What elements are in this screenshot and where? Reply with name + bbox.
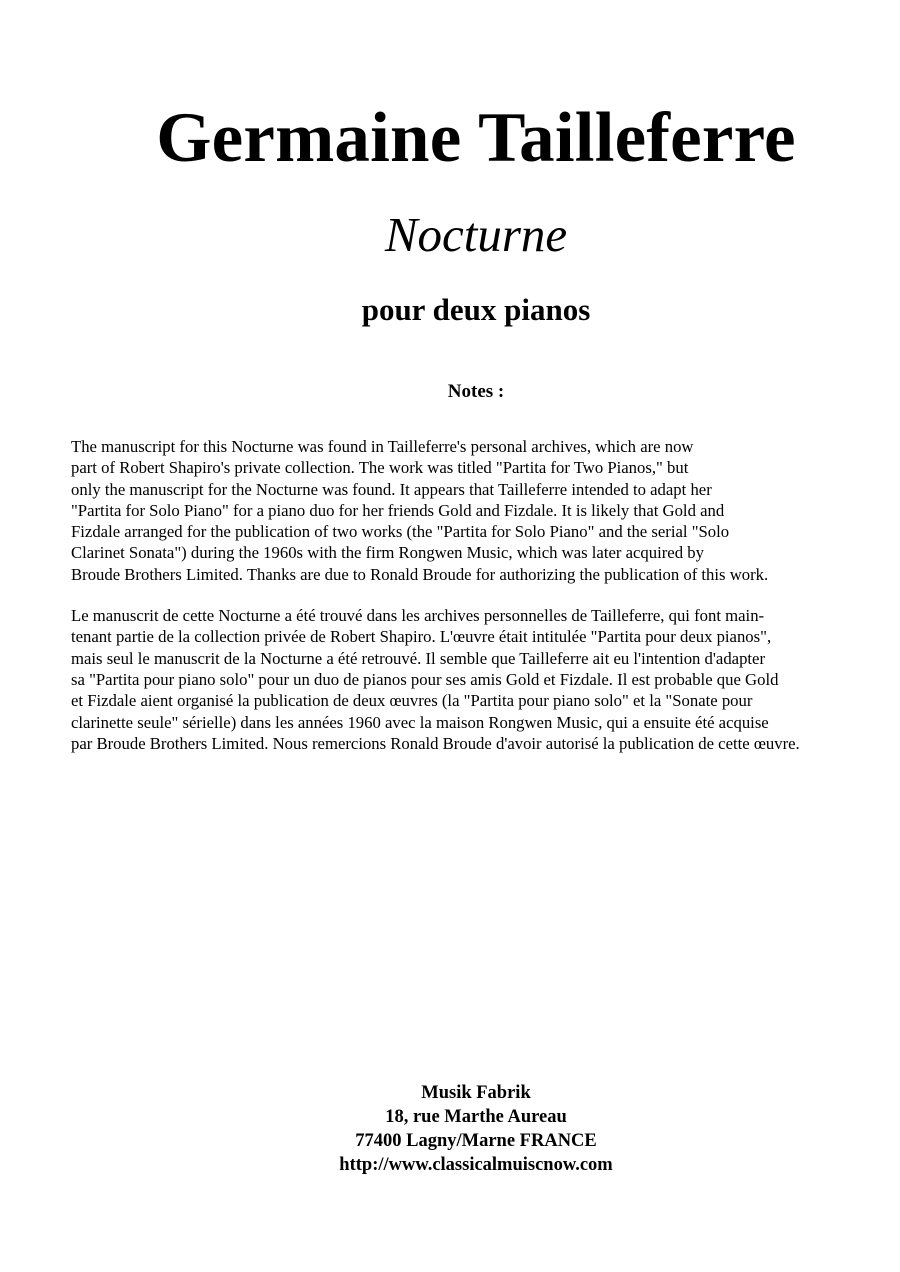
publisher-address-block	[0, 1081, 900, 1177]
notes-english-line: part of Robert Shapiro's private collection. The work was titled "Partita for Two Pianos," but	[71, 458, 689, 478]
notes-french-line: mais seul le manuscrit de la Nocturne a été retrouvé. Il semble que Tailleferre ait eu l'intention d'adapter	[71, 648, 766, 668]
publisher-name: Musik Fabrik	[421, 1083, 531, 1103]
notes-french-line: tenant partie de la collection privée de Robert Shapiro. L'œuvre était intitulée "Partita pour deux pianos",	[71, 627, 772, 647]
notes-french-line: Le manuscrit de cette Nocturne a été trouvé dans les archives personnelles de Tailleferre, qui font main-	[71, 606, 765, 626]
notes-body	[71, 436, 871, 774]
notes-french-line: et Fizdale aient organisé la publication de deux œuvres (la "Partita pour piano solo" et la "Sonate pour	[71, 691, 753, 711]
work-title: Nocturne	[384, 207, 568, 262]
notes-french-line: par Broude Brothers Limited. Nous remercions Ronald Broude d'avoir autorisé la publication de cette œuvre.	[71, 733, 800, 753]
publisher-website: http://www.classicalmuiscnow.com	[339, 1155, 613, 1175]
notes-heading: Notes :	[447, 381, 505, 402]
notes-english-line: The manuscript for this Nocturne was found in Tailleferre's personal archives, which are now	[71, 437, 694, 456]
notes-english-line: "Partita for Solo Piano" for a piano duo for her friends Gold and Fizdale. It is likely that Gold and	[71, 500, 725, 520]
composer-name: Germaine Tailleferre	[156, 99, 796, 177]
notes-english-line: Fizdale arranged for the publication of two works (the "Partita for Solo Piano" and the serial "Solo	[71, 522, 730, 542]
notes-french-line: clarinette seule" sérielle) dans les années 1960 avec la maison Rongwen Music, qui a ensuite été acquise	[71, 712, 769, 732]
notes-english-paragraph	[71, 436, 871, 585]
notes-english-line: Clarinet Sonata") during the 1960s with the firm Rongwen Music, which was later acquired by	[71, 543, 704, 563]
notes-french-paragraph	[71, 605, 871, 754]
notes-french-line: sa "Partita pour piano solo" pour un duo de pianos pour ses amis Gold et Fizdale. Il est probable que Gold	[71, 669, 779, 689]
publisher-street: 18, rue Marthe Aureau	[385, 1107, 567, 1127]
notes-english-line: Broude Brothers Limited. Thanks are due to Ronald Broude for authorizing the publication of this work.	[71, 564, 769, 584]
notes-english-line: only the manuscript for the Nocturne was found. It appears that Tailleferre intended to adapt her	[71, 479, 712, 499]
work-subtitle: pour deux pianos	[361, 292, 591, 327]
publisher-city: 77400 Lagny/Marne FRANCE	[355, 1131, 597, 1151]
